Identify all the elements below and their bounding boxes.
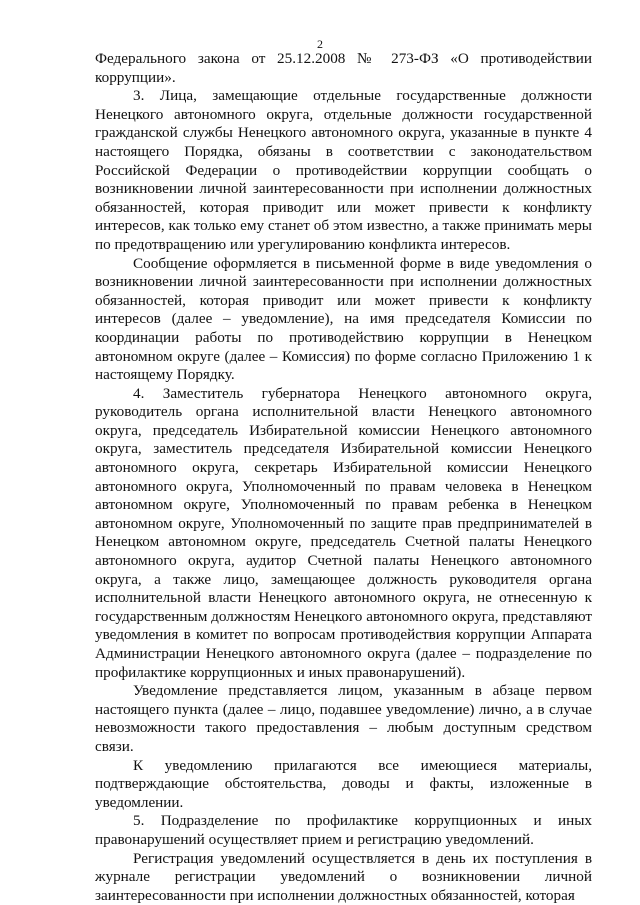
document-body <box>95 50 592 905</box>
paragraph-notification-form: Сообщение оформляется в письменной форме в виде уведомления о возникновении личной заинтересованности при исполнении должностных обязанностей, которая приводит или может привести к конфликту интересов (далее – уведомление), на имя председателя Комиссии по координации работы по противодействию коррупции в Ненецком автономном округе (далее – Комиссия) по форме согласно Приложению 1 к настоящему Порядку. <box>95 254 592 384</box>
paragraph-submission: Уведомление представляется лицом, указанным в абзаце первом настоящего пункта (далее – лицо, подавшее уведомление) лично, а в случае невозможности такого предоставления – любым доступным средством связи. <box>95 682 592 755</box>
paragraph-clause-5: 5. Подразделение по профилактике коррупционных и иных правонарушений осуществляет прием и регистрацию уведомлений. <box>95 812 592 848</box>
paragraph-clause-3: 3. Лица, замещающие отдельные государственные должности Ненецкого автономного округа, отдельные должности государственной гражданской службы Ненецкого автономного округа, указанные в пункте 4 настоящего Порядка, обязаны в соответствии с законодательством Российской Федерации о противодействии коррупции сообщать о возникновении личной заинтересованности при исполнении должностных обязанностей, которая приводит или может привести к конфликту интересов, как только ему станет об этом известно, а также принимать меры по предотвращению или урегулированию конфликта интересов. <box>95 87 592 253</box>
page-number: 2 <box>317 37 323 51</box>
paragraph-registration: Регистрация уведомлений осуществляется в день их поступления в журнале регистрации уведомлений о возникновении личной заинтересованности при исполнении должностных обязанностей, которая <box>95 849 592 904</box>
paragraph-attachments: К уведомлению прилагаются все имеющиеся материалы, подтверждающие обстоятельства, доводы и факты, изложенные в уведомлении. <box>95 756 592 811</box>
paragraph-clause-4: 4. Заместитель губернатора Ненецкого автономного округа, руководитель органа исполнительной власти Ненецкого автономного округа, председатель Избирательной комиссии Ненецкого автономного округа, заместитель председателя Избирательной комиссии Ненецкого автономного округа, секретарь Избирательной комиссии Ненецкого автономного округа, Уполномоченный по правам человека в Ненецком автономном округе, Уполномоченный по правам ребенка в Ненецком автономном округе, Уполномоченный по защите прав предпринимателей в Ненецком автономном округе, председатель Счетной палаты Ненецкого автономного округа, аудитор Счетной палаты Ненецкого автономного округа, а также лицо, замещающее должность руководителя органа исполнительной власти Ненецкого автономного округа, не отнесенную к государственным должностям Ненецкого автономного округа, представляют уведомления в комитет по вопросам противодействия коррупции Аппарата Администрации Ненецкого автономного округа (далее – подразделение по профилактике коррупционных и иных правонарушений). <box>95 384 592 681</box>
paragraph-law-reference: Федерального закона от 25.12.2008 № 273-ФЗ «О противодействии коррупции». <box>95 50 592 86</box>
